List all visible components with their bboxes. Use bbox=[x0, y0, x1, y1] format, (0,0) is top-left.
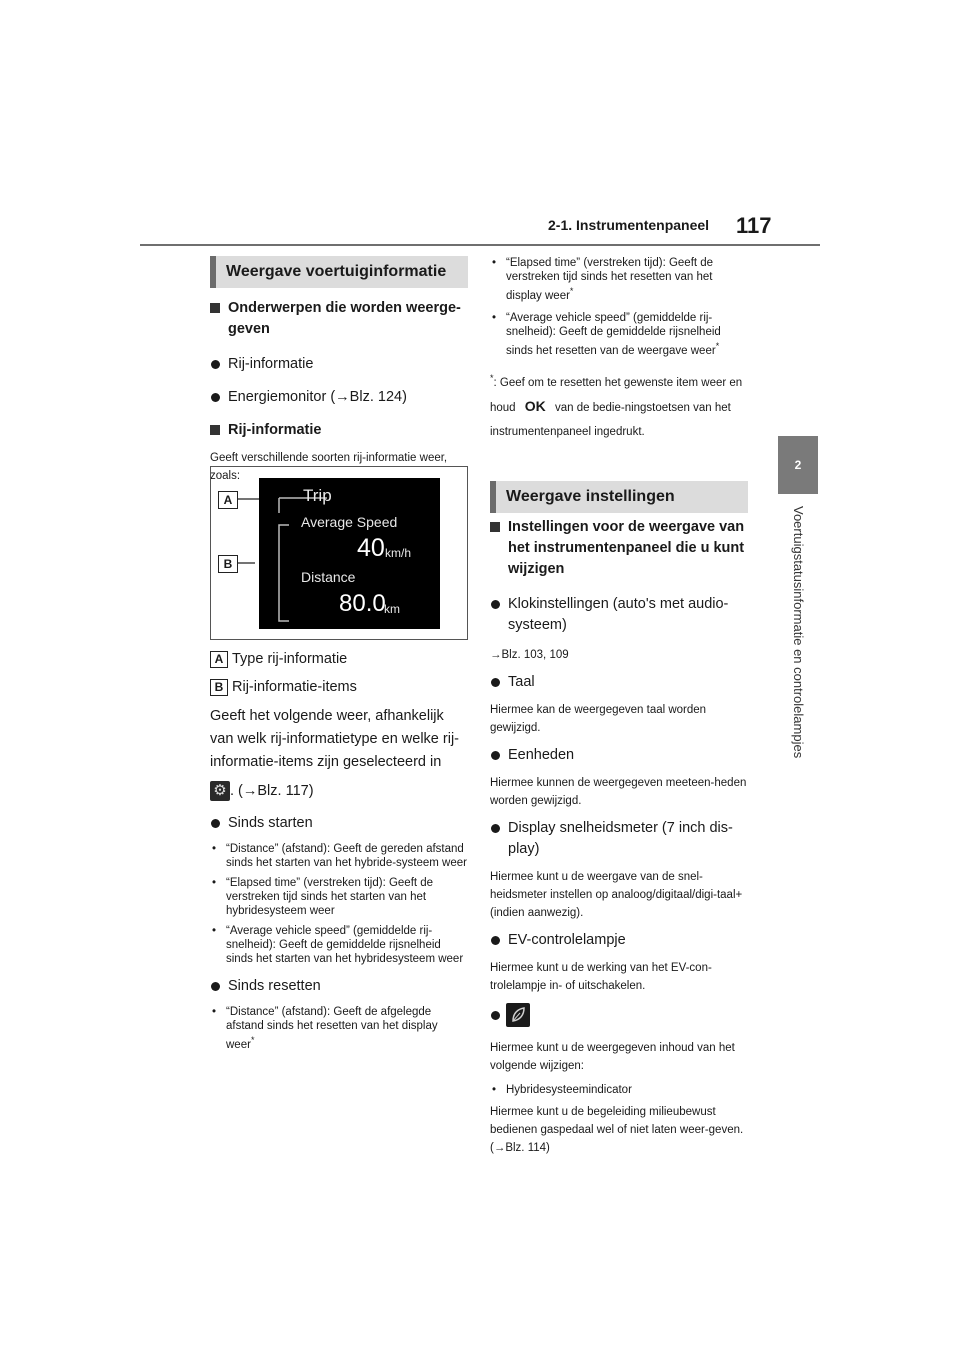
para-display-info: Geeft het volgende weer, afhankelijk van welk rij-informatietype en welke rij-informatie-items zijn geselecteerd in bbox=[210, 708, 459, 770]
ok-button-icon: OK bbox=[524, 398, 546, 415]
header-rule bbox=[140, 244, 820, 246]
eenheden-desc: Hiermee kunnen de weergegeven meeteen-heden worden gewijzigd. bbox=[490, 777, 747, 807]
setting-clock: Klokinstellingen (auto's met audio-systeem) bbox=[490, 594, 748, 636]
display-screen bbox=[259, 478, 440, 629]
setting-taal: Taal bbox=[490, 672, 748, 693]
callout-label-b: B bbox=[218, 555, 238, 573]
heading-sinds-starten: Sinds starten bbox=[210, 813, 468, 834]
gear-icon: ⚙ bbox=[210, 781, 230, 801]
legend-label-b: B bbox=[210, 679, 228, 696]
setting-eenheden: Eenheden bbox=[490, 745, 748, 766]
list-item: • “Distance” (afstand): Geeft de afgelegde afstand sinds het resetten van het display weer* bbox=[210, 1005, 468, 1052]
eco-desc-2: Hiermee kunt u de begeleiding milieubewust bedienen gaspedaal wel of niet laten weer-geven. (→Blz. 114) bbox=[490, 1106, 744, 1154]
screen-speed-unit: km/h bbox=[385, 546, 412, 560]
screen-distance-value: 80.0 bbox=[339, 590, 386, 617]
footnote: *: Geef om te resetten het gewenste item weer en houd OK van de bedie-ningstoetsen van het instrumentenpaneel ingedrukt. bbox=[490, 372, 743, 439]
list-item: • “Elapsed time” (verstreken tijd): Geeft de verstreken tijd sinds het resetten van het display weer* bbox=[490, 256, 748, 303]
screen-speed-value: 40 bbox=[357, 534, 385, 562]
left-column-top bbox=[210, 298, 468, 485]
callout-label-a: A bbox=[218, 491, 238, 509]
setting-eco bbox=[490, 1005, 748, 1031]
right-column-top bbox=[490, 256, 748, 444]
leaf-icon bbox=[506, 1003, 530, 1027]
page-number: 117 bbox=[736, 213, 772, 238]
para-ref: . (→Blz. 117) bbox=[230, 783, 314, 799]
list-item: • “Average vehicle speed” (gemiddelde rij-snelheid): Geeft de gemiddelde rijsnelheid sinds het resetten van de weergave weer* bbox=[490, 311, 748, 358]
trip-info-figure bbox=[210, 466, 468, 640]
heading-rij-informatie: Rij-informatie bbox=[210, 420, 468, 441]
screen-distance-unit: km bbox=[384, 602, 400, 616]
rij-intro: Geeft verschillende soorten rij-informatie weer, zoals: bbox=[210, 452, 448, 482]
display-desc: Hiermee kunt u de weergave van de snel-heidsmeter instellen op analoog/digitaal/digi-taal+ (indien aanwezig). bbox=[490, 871, 743, 919]
setting-display: Display snelheidsmeter (7 inch dis-play) bbox=[490, 818, 748, 860]
screen-average-speed: Average Speed bbox=[301, 514, 398, 530]
section-title-vehicle-info: Weergave voertuiginformatie bbox=[210, 256, 468, 288]
left-column-bottom bbox=[210, 648, 468, 1052]
list-item: • “Average vehicle speed” (gemiddelde rij-snelheid): Geeft de gemiddelde rijsnelheid sinds het starten van het hybridesysteem weer bbox=[210, 924, 468, 966]
topic-item: Energiemonitor (→Blz. 124) bbox=[210, 387, 468, 408]
right-column-bottom bbox=[490, 517, 748, 1157]
eco-desc: Hiermee kunt u de weergegeven inhoud van het volgende wijzigen: bbox=[490, 1042, 735, 1072]
list-item: • “Distance” (afstand): Geeft de gereden afstand sinds het starten van het hybride-systeem weer bbox=[210, 842, 468, 870]
taal-desc: Hiermee kan de weergegeven taal worden gewijzigd. bbox=[490, 704, 707, 734]
section-header: 2-1. Instrumentenpaneel bbox=[548, 217, 710, 233]
ev-desc: Hiermee kunt u de werking van het EV-con-trolelampje in- of uitschakelen. bbox=[490, 962, 712, 992]
chapter-side-title: Voertuigstatusinformatie en controlelampjes bbox=[791, 506, 806, 759]
chapter-tab: 2 bbox=[778, 436, 818, 494]
setting-ev: EV-controlelampje bbox=[490, 930, 748, 951]
list-item: • “Elapsed time” (verstreken tijd): Geeft de verstreken tijd sinds het starten van het hybridesysteem weer bbox=[210, 876, 468, 918]
legend-label-a: A bbox=[210, 651, 228, 668]
heading-sinds-resetten: Sinds resetten bbox=[210, 976, 468, 997]
clock-ref: →Blz. 103, 109 bbox=[490, 649, 569, 661]
section-title-settings: Weergave instellingen bbox=[490, 481, 748, 513]
topic-item: Rij-informatie bbox=[210, 354, 468, 375]
legend-a: Type rij-informatie bbox=[232, 651, 348, 667]
screen-trip: Trip bbox=[303, 486, 332, 505]
screen-distance: Distance bbox=[301, 569, 356, 585]
heading-topics: Onderwerpen die worden weerge-geven bbox=[210, 298, 468, 340]
legend-b: Rij-informatie-items bbox=[232, 679, 357, 695]
list-item: • Hybridesysteemindicator bbox=[490, 1083, 748, 1097]
heading-settings: Instellingen voor de weergave van het instrumentenpaneel die u kunt wijzigen bbox=[490, 517, 748, 580]
